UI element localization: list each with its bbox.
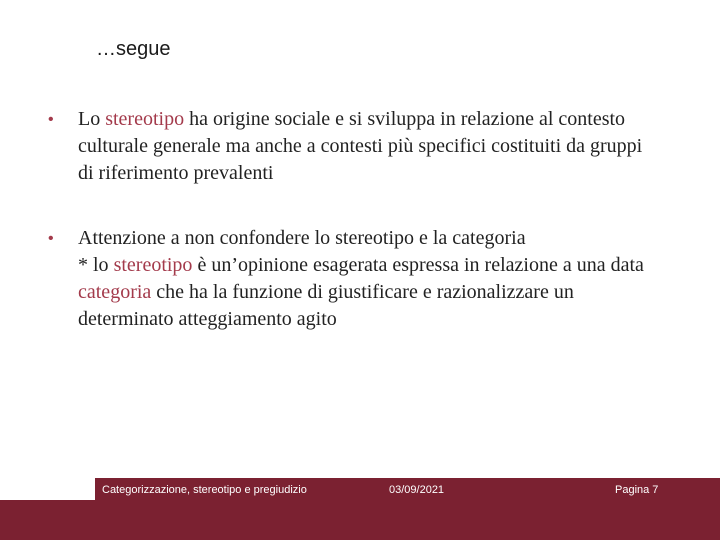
bullet-dot-icon: • bbox=[48, 230, 54, 247]
slide-content bbox=[48, 106, 648, 333]
bullet-text: Attenzione a non confondere lo stereotipo e la categoria bbox=[78, 227, 526, 249]
footer-page-text: Pagina 7 bbox=[615, 484, 659, 496]
bullet-note-middle: è un’opinione esagerata espressa in relazione a una data bbox=[192, 254, 644, 276]
slide-title: …segue bbox=[96, 38, 171, 60]
bullet-note-accent-stereotipo: stereotipo bbox=[113, 254, 193, 276]
bullet-note bbox=[48, 252, 648, 333]
footer-left-text: Categorizzazione, stereotipo e pregiudizio bbox=[102, 484, 307, 496]
bullet-dot-icon: • bbox=[48, 111, 54, 128]
bullet-note-suffix: che ha la funzione di giustificare e razionalizzare un determinato atteggiamento agito bbox=[78, 281, 574, 330]
bullet-note-prefix: * lo bbox=[78, 254, 114, 276]
footer-date-text: 03/09/2021 bbox=[389, 484, 445, 496]
bullet-item-2 bbox=[48, 225, 648, 252]
bullet-note-accent-categoria: categoria bbox=[78, 281, 152, 303]
bullet-item-1 bbox=[48, 106, 648, 187]
bullet-text-before: Lo bbox=[78, 108, 106, 130]
bullet-text-after: ha origine sociale e si sviluppa in relazione al contesto culturale generale ma anche a contesti più specifici costituiti da gruppi di riferimento prevalenti bbox=[78, 108, 643, 184]
footer-block bbox=[0, 500, 720, 540]
footer-tab bbox=[0, 478, 95, 500]
bullet-accent-term: stereotipo bbox=[105, 108, 185, 130]
